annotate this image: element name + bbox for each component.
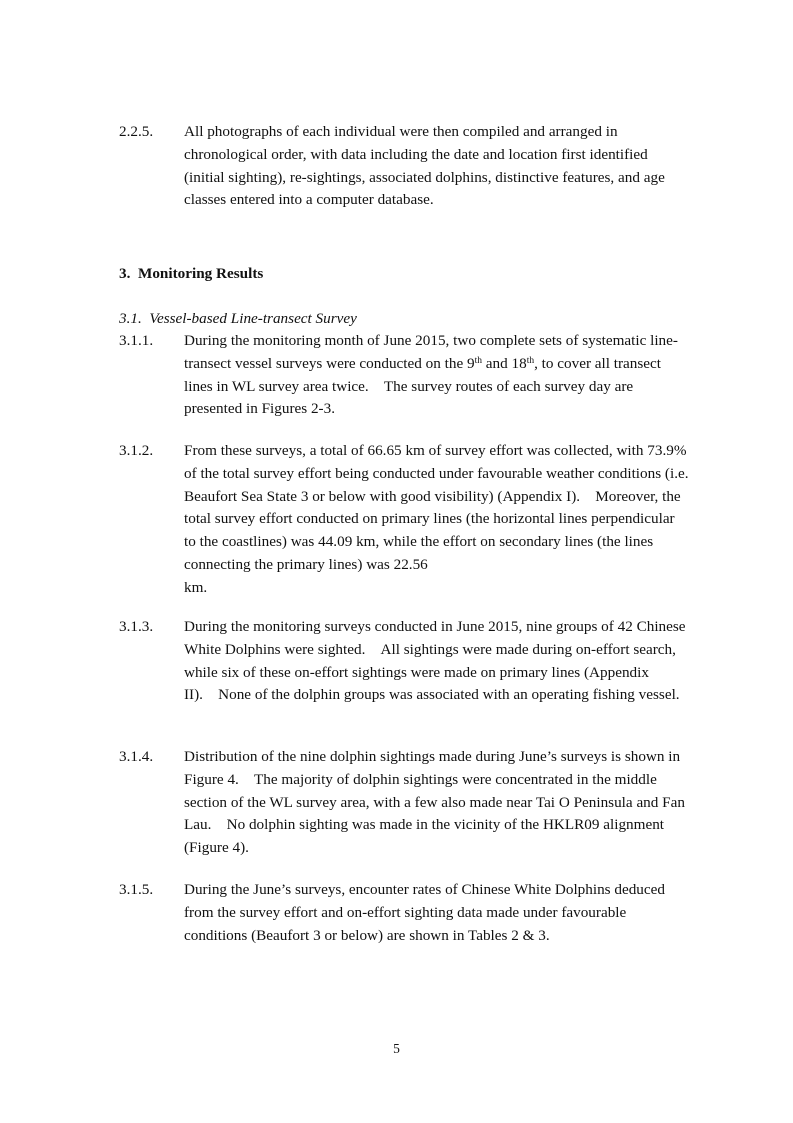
paragraph-number: 3.1.2.: [119, 442, 154, 459]
paragraph-3-1-4: [119, 746, 689, 860]
paragraph-text: During the monitoring month of June 2015, two complete sets of systematic line-transect vessel surveys were conducted on the 9th and 18th, to cover all transect lines in WL survey area twice. The survey routes of each survey day are presented in Figures 2-3.: [184, 332, 678, 418]
subsection-heading-vessel-survey: 3.1. Vessel-based Line-transect Survey: [119, 310, 357, 327]
paragraph-text: During the June’s surveys, encounter rates of Chinese White Dolphins deduced from the survey effort and on-effort sighting data made under favourable conditions (Beaufort 3 or below) are shown in Tables 2 & 3.: [184, 881, 665, 944]
paragraph-3-1-5: [119, 879, 689, 947]
page-number: 5: [393, 1041, 400, 1056]
superscript-ordinal: th: [474, 355, 482, 366]
paragraph-text: During the monitoring surveys conducted in June 2015, nine groups of 42 Chinese White Dolphins were sighted. All sightings were made during on-effort search, while six of these on-effort sightings were made on primary lines (Appendix II). None of the dolphin groups was associated with an operating fishing vessel.: [184, 618, 686, 704]
paragraph-number: 2.2.5.: [119, 123, 154, 140]
paragraph-number: 3.1.3.: [119, 618, 154, 635]
paragraph-number: 3.1.4.: [119, 748, 154, 765]
paragraph-3-1-3: [119, 616, 689, 707]
paragraph-2-2-5: [119, 121, 689, 212]
paragraph-number: 3.1.5.: [119, 881, 154, 898]
paragraph-text: From these surveys, a total of 66.65 km of survey effort was collected, with 73.9% of the total survey effort being conducted under favourable weather conditions (i.e. Beaufort Sea State 3 or below with good visibility) (Appendix I). Moreover, the total survey effort conducted on primary lines (the horizontal lines perpendicular to the coastlines) was 44.09 km, while the effort on secondary lines (the lines connecting the primary lines) was 22.56 km.: [184, 442, 689, 596]
paragraph-text: All photographs of each individual were then compiled and arranged in chronological order, with data including the date and location first identified (initial sighting), re-sightings, associated dolphins, distinctive features, and age classes entered into a computer database.: [184, 123, 665, 209]
paragraph-3-1-2: [119, 440, 689, 600]
section-heading-monitoring-results: 3. Monitoring Results: [119, 265, 264, 282]
superscript-ordinal: th: [526, 355, 535, 366]
paragraph-3-1-1: [119, 330, 689, 421]
paragraph-number: 3.1.1.: [119, 332, 154, 349]
paragraph-text: Distribution of the nine dolphin sightings made during June’s surveys is shown in Figure 4. The majority of dolphin sightings were concentrated in the middle section of the WL survey area, with a few also made near Tai O Peninsula and Fan Lau. No dolphin sighting was made in the vicinity of the HKLR09 alignment (Figure 4).: [184, 748, 685, 857]
